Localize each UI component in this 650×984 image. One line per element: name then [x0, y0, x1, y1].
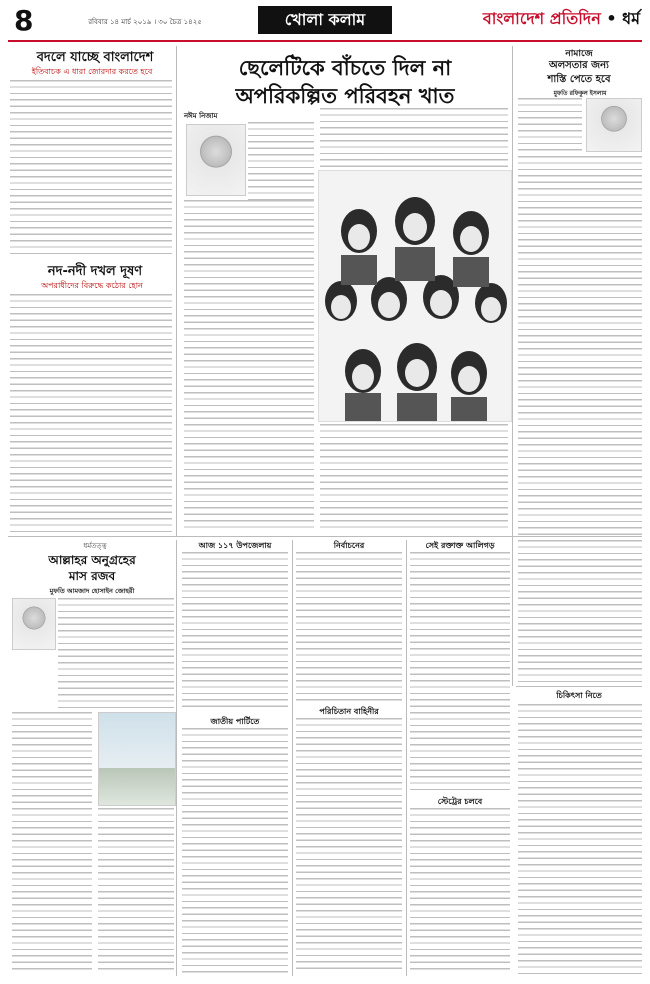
mini-body-a	[182, 552, 288, 712]
masthead-logo-text: বাংলাদেশ প্রতিদিন	[482, 9, 601, 28]
second-article-body	[10, 294, 172, 532]
crowd-illustration-drawing	[319, 171, 511, 421]
mini-title-b: জাতীয় পার্টিতে	[210, 717, 260, 726]
left-headline: বদলে যাচ্ছে বাংলাদেশ	[36, 50, 154, 65]
religion-section-label: ধর্মতত্ত্ব	[83, 542, 107, 550]
right-byline: মুফতি রফিকুল ইসলাম	[553, 90, 607, 97]
right-body-top	[518, 98, 582, 154]
mini-title-f: স্টেট্রের চলবে	[437, 797, 483, 806]
section-title: খোলা কলাম	[258, 6, 392, 34]
mini-body-e	[296, 718, 402, 974]
right-author-photo	[586, 98, 642, 152]
left-kicker: ইতিবাচক এ ধারা জোরদার করতে হবে	[31, 67, 153, 76]
masthead-section: • ধর্ম	[606, 9, 640, 28]
crowd-illustration	[318, 170, 512, 422]
column-divider	[176, 540, 177, 976]
mini-title-d: সেই রক্তাক্ত আলিগড়	[425, 541, 495, 550]
column-divider	[292, 540, 293, 976]
right-headline-line1: নামাজে	[565, 49, 593, 59]
religion-headline-line2: মাস রজব	[68, 569, 116, 583]
second-headline: নদ-নদী দখল দূষণ	[47, 264, 143, 279]
main-byline: নঈম নিজাম	[184, 112, 218, 120]
author-photo	[186, 124, 246, 196]
right-headline-line3: শাস্তি পেতে হবে	[547, 74, 611, 85]
masthead	[430, 6, 640, 33]
page-number: 8	[14, 4, 34, 37]
religion-body-col1	[12, 712, 92, 974]
mini-body-c	[296, 552, 402, 702]
religion-body-col2	[98, 808, 174, 974]
main-headline-line1: ছেলেটিকে বাঁচতে দিল না	[238, 56, 452, 80]
religion-byline: মুফতি আমজাদ হোসাইন জোহরী	[49, 587, 135, 595]
header-rule	[8, 40, 642, 42]
mini-title-a: আজ ১১৭ উপজেলায়	[198, 541, 272, 550]
mini-body-d	[410, 552, 510, 792]
main-body-col1-top	[248, 122, 314, 200]
mini-title-g: চিকিৎসা নিতে	[556, 691, 602, 700]
date-line: রবিবার ১৪ মার্চ ২০১৯ । ৩০ চৈত্র ১৪২৫	[88, 18, 202, 26]
mini-body-f	[410, 808, 510, 974]
column-divider	[176, 46, 177, 536]
column-divider	[512, 46, 513, 686]
right-bottom-body	[518, 704, 642, 976]
main-headline-line2: অপরিকল্পিত পরিবহন খাত	[235, 84, 455, 108]
mini-title-c: নির্বাচনের	[333, 541, 365, 550]
main-body-col1	[184, 200, 314, 530]
mosque-photo	[98, 712, 176, 806]
religion-headline-line1: আল্লাহর অনুগ্রহের	[48, 553, 136, 567]
mini-title-e: পরিচিতান বাহিনীর	[319, 707, 379, 716]
left-article-body	[10, 80, 172, 258]
right-divider	[516, 686, 642, 687]
second-kicker: অপরাধীদের বিরুদ্ধে কঠোর হোন	[41, 281, 143, 290]
column-divider	[406, 540, 407, 976]
main-body-col2-top	[320, 108, 508, 168]
right-body	[518, 156, 642, 682]
religion-author-photo	[12, 598, 56, 650]
mini-body-b	[182, 728, 288, 974]
religion-body-top	[58, 598, 174, 708]
right-headline-line2: অলসতার জন্য	[549, 60, 609, 71]
main-body-col2-bottom	[320, 424, 508, 532]
